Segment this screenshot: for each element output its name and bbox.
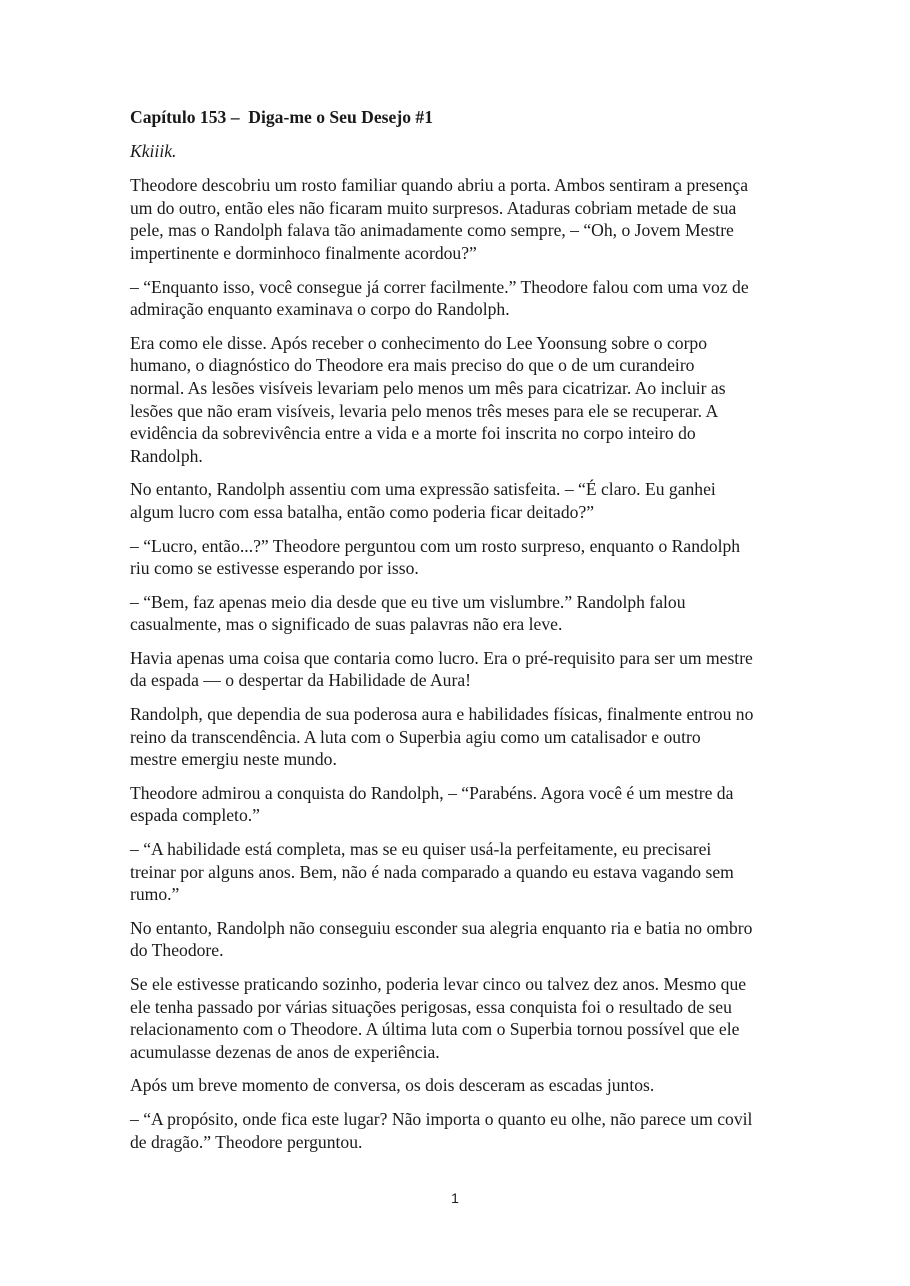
paragraph: [130, 591, 782, 636]
paragraph-line: – “Enquanto isso, você consegue já correr facilmente.” Theodore falou com uma voz de: [130, 276, 749, 297]
paragraph-line: evidência da sobrevivência entre a vida e a morte foi inscrita no corpo inteiro do: [130, 423, 696, 444]
paragraph-line: treinar por alguns anos. Bem, não é nada comparado a quando eu estava vagando sem: [130, 861, 734, 882]
paragraph-line: – “A habilidade está completa, mas se eu quiser usá-la perfeitamente, eu precisarei: [130, 839, 712, 860]
paragraph-line: Randolph.: [130, 445, 203, 466]
paragraph-line: No entanto, Randolph não conseguiu esconder sua alegria enquanto ria e batia no ombro: [130, 917, 753, 938]
paragraph: [130, 782, 782, 827]
paragraph-line: No entanto, Randolph assentiu com uma expressão satisfeita. – “É claro. Eu ganhei: [130, 479, 716, 500]
paragraph-line: – “Bem, faz apenas meio dia desde que eu tive um vislumbre.” Randolph falou: [130, 591, 686, 612]
paragraph-line: rumo.”: [130, 884, 180, 905]
paragraph-line: – “A propósito, onde fica este lugar? Não importa o quanto eu olhe, não parece um covil: [130, 1108, 753, 1129]
paragraph-line: Randolph, que dependia de sua poderosa aura e habilidades físicas, finalmente entrou no: [130, 704, 754, 725]
paragraph: [130, 1108, 782, 1153]
paragraph: [130, 973, 782, 1063]
paragraph-line: Havia apenas uma coisa que contaria como lucro. Era o pré-requisito para ser um mestre: [130, 647, 753, 668]
chapter-title: Capítulo 153 – Diga-me o Seu Desejo #1: [130, 107, 433, 127]
page-number: 1: [451, 1190, 459, 1206]
paragraph: [130, 478, 782, 523]
paragraph: [130, 703, 782, 771]
document-body: [130, 106, 782, 1164]
paragraph: [130, 332, 782, 468]
paragraph: [130, 174, 782, 264]
paragraph-line: algum lucro com essa batalha, então como poderia ficar deitado?”: [130, 501, 595, 522]
paragraph-line: do Theodore.: [130, 940, 224, 961]
paragraph-line: mestre emergiu neste mundo.: [130, 749, 337, 770]
paragraph-line: Theodore admirou a conquista do Randolph, – “Parabéns. Agora você é um mestre da: [130, 782, 734, 803]
paragraph: [130, 1074, 782, 1097]
paragraph: [130, 647, 782, 692]
paragraph-line: normal. As lesões visíveis levariam pelo menos um mês para cicatrizar. Ao incluir as: [130, 377, 726, 398]
paragraph: [130, 917, 782, 962]
paragraph-line: ele tenha passado por várias situações perigosas, essa conquista foi o resultado de seu: [130, 996, 732, 1017]
paragraph-line: reino da transcendência. A luta com o Superbia agiu como um catalisador e outro: [130, 726, 701, 747]
paragraph-line: pele, mas o Randolph falava tão animadamente como sempre, – “Oh, o Jovem Mestre: [130, 220, 734, 241]
paragraph-line: espada completo.”: [130, 805, 260, 826]
paragraph: [130, 276, 782, 321]
paragraph-line: de dragão.” Theodore perguntou.: [130, 1131, 363, 1152]
paragraph-line: impertinente e dorminhoco finalmente acordou?”: [130, 242, 477, 263]
paragraph: [130, 535, 782, 580]
paragraph-line: humano, o diagnóstico do Theodore era mais preciso do que o de um curandeiro: [130, 355, 695, 376]
paragraph-line: da espada — o despertar da Habilidade de Aura!: [130, 670, 471, 691]
paragraph-line: acumulasse dezenas de anos de experiência.: [130, 1041, 440, 1062]
paragraph-line: Após um breve momento de conversa, os dois desceram as escadas juntos.: [130, 1075, 655, 1096]
paragraph-line: um do outro, então eles não ficaram muito surpresos. Ataduras cobriam metade de sua: [130, 197, 737, 218]
paragraph-list: [130, 174, 782, 1153]
paragraph-line: relacionamento com o Theodore. A última luta com o Superbia tornou possível que ele: [130, 1019, 740, 1040]
paragraph-line: Era como ele disse. Após receber o conhecimento do Lee Yoonsung sobre o corpo: [130, 332, 708, 353]
paragraph-line: Theodore descobriu um rosto familiar quando abriu a porta. Ambos sentiram a presença: [130, 175, 749, 196]
paragraph-line: admiração enquanto examinava o corpo do Randolph.: [130, 299, 510, 320]
paragraph-line: lesões que não eram visíveis, levaria pelo menos três meses para ele se recuperar. A: [130, 400, 719, 421]
paragraph: [130, 838, 782, 906]
paragraph-line: – “Lucro, então...?” Theodore perguntou com um rosto surpreso, enquanto o Randolph: [130, 535, 741, 556]
paragraph-line: Se ele estivesse praticando sozinho, poderia levar cinco ou talvez dez anos. Mesmo que: [130, 974, 747, 994]
paragraph-line: casualmente, mas o significado de suas palavras não era leve.: [130, 614, 563, 635]
chapter-subtitle: Kkiiik.: [130, 140, 177, 161]
paragraph-line: riu como se estivesse esperando por isso.: [130, 558, 419, 579]
